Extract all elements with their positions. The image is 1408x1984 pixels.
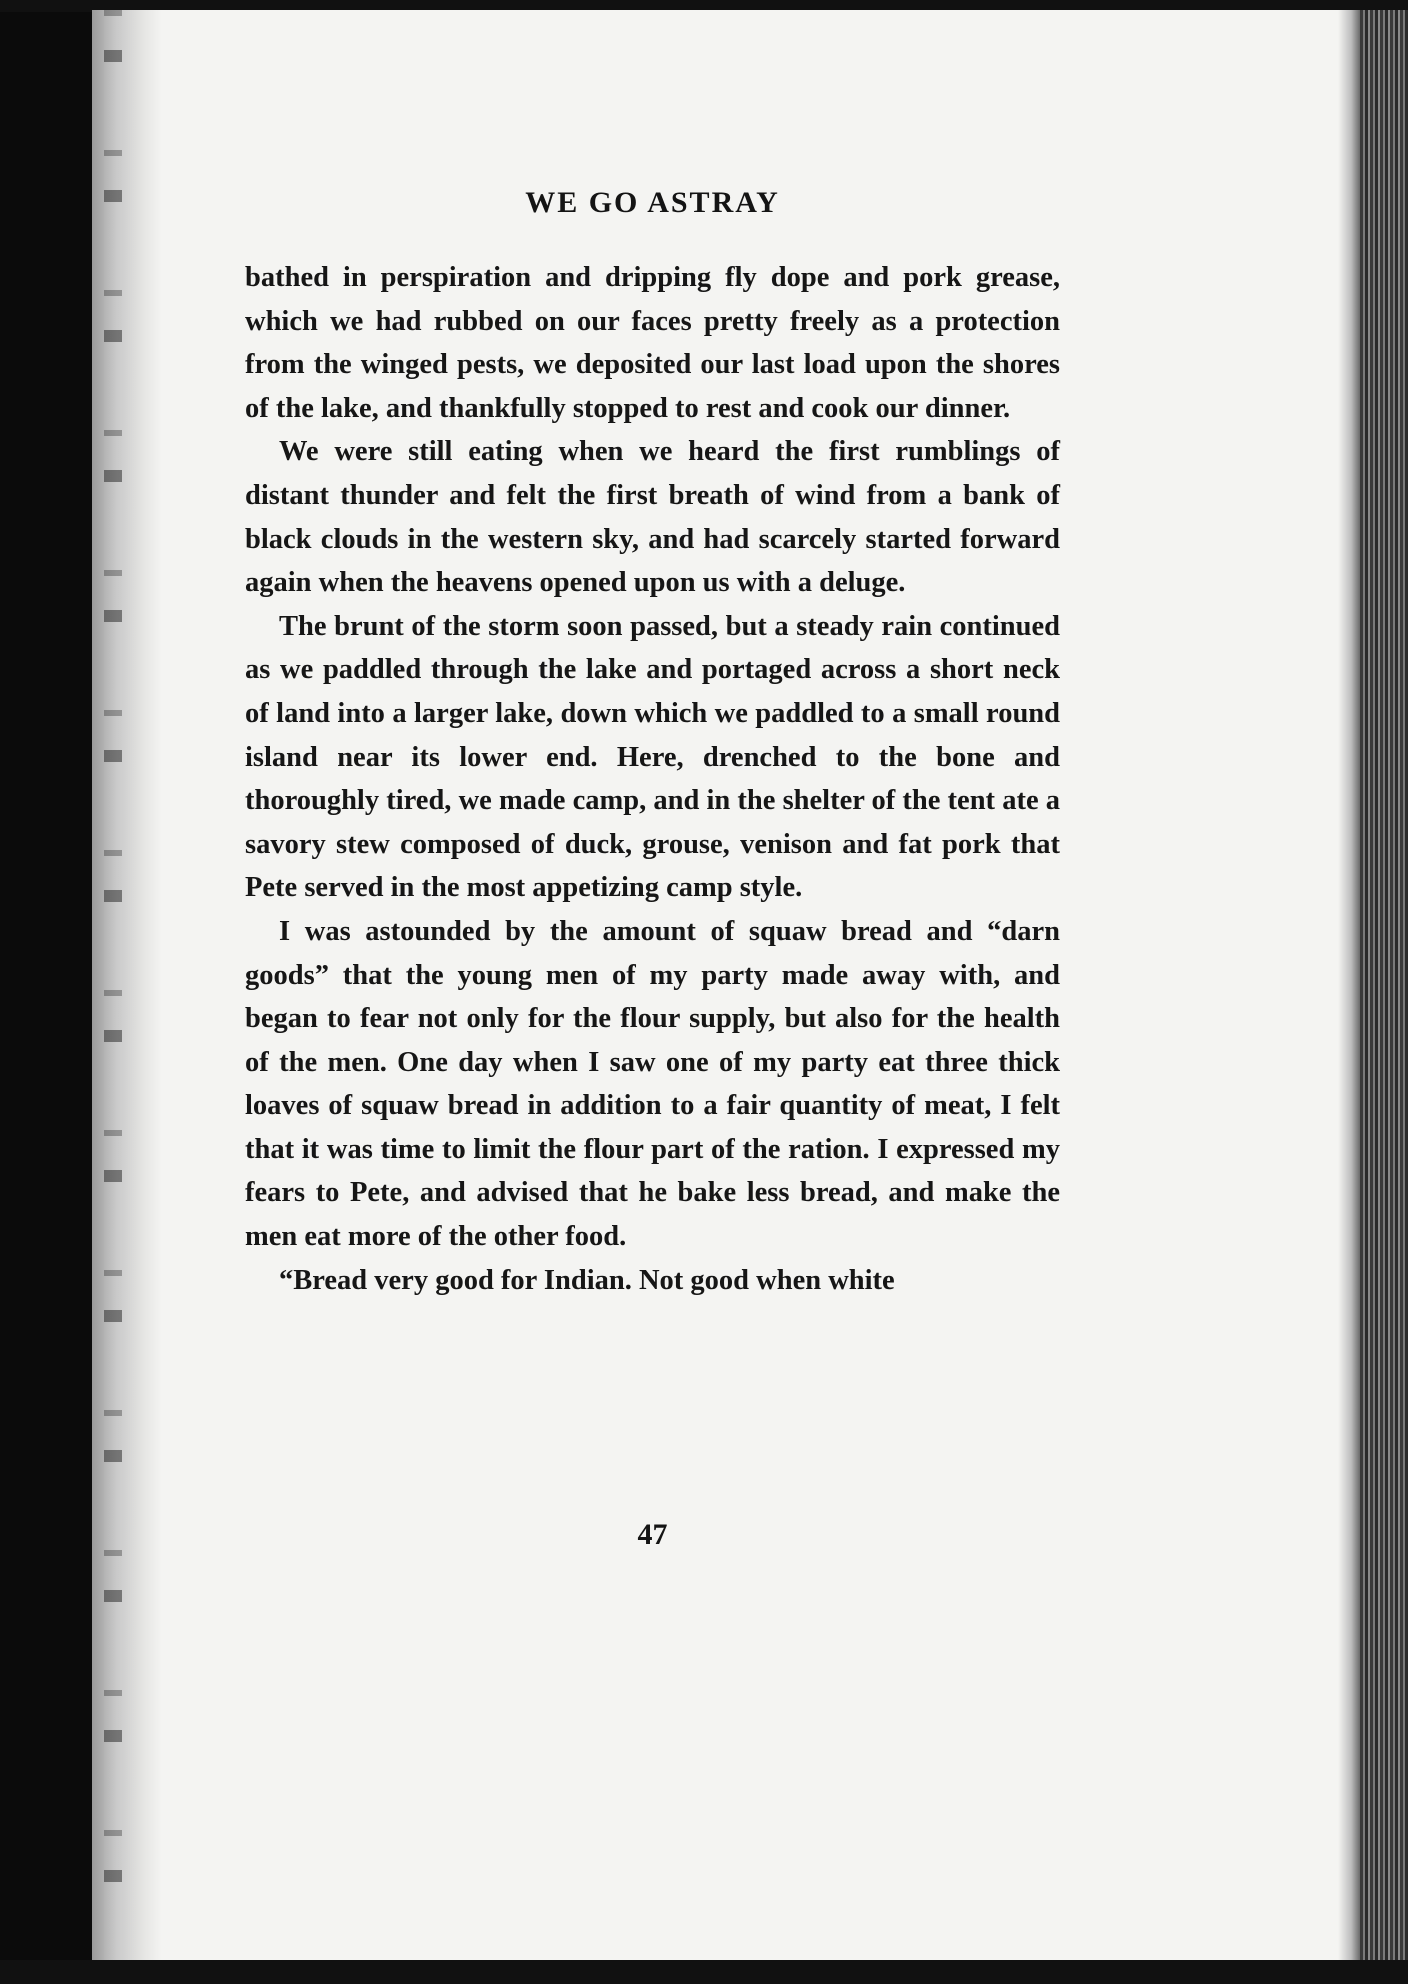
page-gutter-shadow: [92, 10, 162, 1960]
book-page-stack-edge: [1360, 10, 1408, 1960]
page-number: 47: [637, 1518, 668, 1551]
running-head: WE GO ASTRAY: [525, 186, 780, 219]
paragraph: bathed in perspiration and dripping fly dope and pork grease, which we had rubbed on our faces pretty freely as a protection from the winged pests, we deposited our last load upon the shores of the lake, and thankfully stopped to rest and cook our dinner.: [245, 262, 1060, 424]
paragraph: We were still eating when we heard the first rumblings of distant thunder and felt the first breath of wind from a bank of black clouds in the western sky, and had scarcely started forward again when the heavens opened upon us with a deluge.: [245, 436, 1060, 599]
paragraph: “Bread very good for Indian. Not good when white: [279, 1264, 895, 1296]
scan-bottom-border: [0, 1960, 1408, 1984]
body-text: [245, 256, 1060, 1302]
paragraph: I was astounded by the amount of squaw bread and “darn goods” that the young men of my party made away with, and began to fear not only for the flour supply, but also for the health of the men. One day when I saw one of my party eat three thick loaves of squaw bread in addition to a fair quantity of meat, I felt that it was time to limit the flour part of the ration. I expressed my fears to Pete, and advised that he bake less bread, and make the men eat more of the other food.: [245, 915, 1060, 1253]
paragraph: The brunt of the storm soon passed, but a steady rain continued as we paddled through the lake and portaged across a short neck of land into a larger lake, down which we paddled to a small round island near its lower end. Here, drenched to the bone and thoroughly tired, we made camp, and in the shelter of the tent ate a savory stew composed of duck, grouse, venison and fat pork that Pete served in the most appetizing camp style.: [245, 610, 1060, 904]
page-edge-shadow: [1338, 10, 1360, 1960]
